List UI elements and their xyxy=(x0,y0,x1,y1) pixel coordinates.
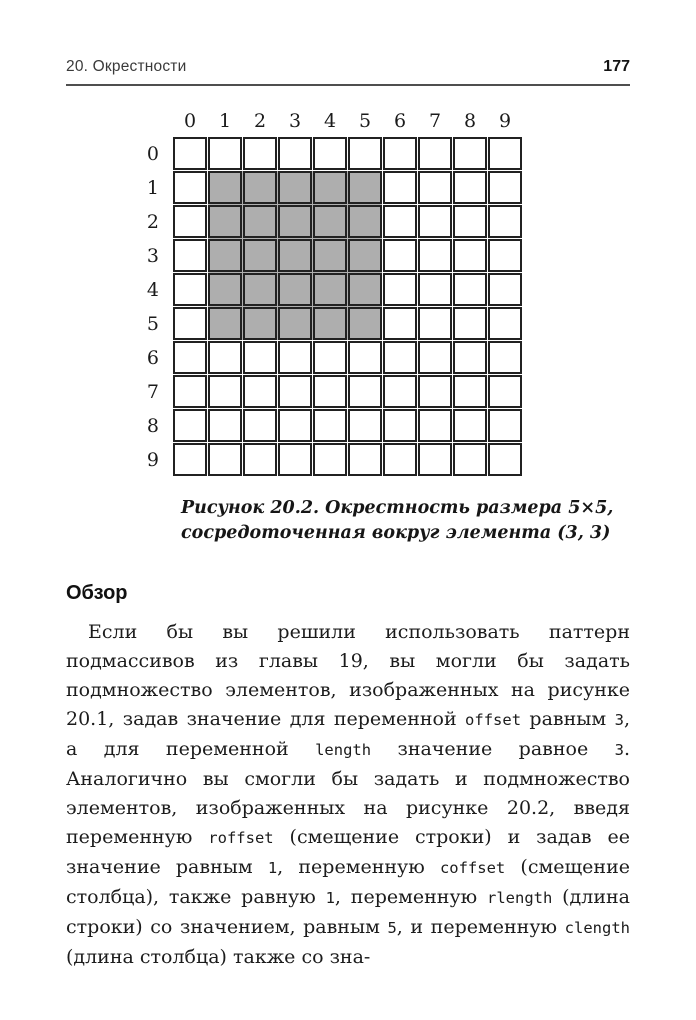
grid-cell xyxy=(243,307,277,340)
text-run: , и переменную xyxy=(396,916,565,938)
grid-cell xyxy=(173,375,207,408)
grid-cell xyxy=(453,443,487,476)
grid-cell xyxy=(243,205,277,238)
grid-body xyxy=(136,137,630,476)
grid-cell xyxy=(208,239,242,272)
grid-cell xyxy=(208,443,242,476)
grid-cell xyxy=(278,443,312,476)
inline-code: coffset xyxy=(439,859,506,877)
grid-cell xyxy=(313,239,347,272)
grid-cell xyxy=(453,137,487,170)
grid-cell xyxy=(453,307,487,340)
grid-cell xyxy=(488,341,522,374)
grid-col-label: 0 xyxy=(183,110,197,132)
inline-code: rlength xyxy=(487,889,553,907)
grid-cell xyxy=(173,409,207,442)
text-run: (длина строки) со значением, равным xyxy=(66,886,630,938)
grid-cell xyxy=(313,409,347,442)
grid-row-label: 3 xyxy=(146,244,159,267)
grid-row-label: 8 xyxy=(146,414,159,437)
inline-code: length xyxy=(315,741,372,759)
grid-cell xyxy=(383,409,417,442)
grid-cell xyxy=(488,273,522,306)
grid-cell xyxy=(383,137,417,170)
inline-code: roffset xyxy=(208,829,274,847)
text-run: , переменную xyxy=(277,856,440,878)
inline-code: 1 xyxy=(267,859,278,877)
grid-cell xyxy=(453,239,487,272)
grid-cell xyxy=(208,307,242,340)
grid-cell xyxy=(348,443,382,476)
grid-cell xyxy=(488,171,522,204)
caption-line: сосредоточенная вокруг элемента (3, 3) xyxy=(181,523,611,543)
grid-cell xyxy=(383,171,417,204)
grid-cell xyxy=(173,239,207,272)
grid-cell xyxy=(348,137,382,170)
grid-cell xyxy=(243,443,277,476)
grid-cell xyxy=(243,375,277,408)
grid-cell xyxy=(208,409,242,442)
caption-line: Рисунок 20.2. Окрестность размера 5×5, xyxy=(181,498,614,518)
chapter-title: 20. Окрестности xyxy=(66,58,187,75)
text-run: равным xyxy=(521,708,615,730)
grid-cell xyxy=(243,409,277,442)
inline-code: 1 xyxy=(325,889,335,907)
grid-cell xyxy=(348,375,382,408)
inline-code: 5 xyxy=(387,919,397,937)
inline-code: 3 xyxy=(614,741,624,759)
grid-cell xyxy=(348,307,382,340)
grid-cell xyxy=(313,443,347,476)
grid-cell xyxy=(278,239,312,272)
inline-code: clength xyxy=(564,919,630,937)
grid-cell xyxy=(488,443,522,476)
grid-col-label: 6 xyxy=(393,110,407,132)
grid-cell xyxy=(278,409,312,442)
grid-col-label: 7 xyxy=(428,110,442,132)
text-run: , а для переменной xyxy=(66,708,630,760)
text-run: Если бы вы решили использовать паттерн подмассивов из главы 19, вы могли бы задать подмножество элементов, изображенных на рисунке 20.1, задав значение для переменной xyxy=(66,621,630,730)
grid-row-label: 1 xyxy=(146,176,159,199)
grid-cell xyxy=(418,307,452,340)
grid-cell xyxy=(208,137,242,170)
grid-cell xyxy=(348,273,382,306)
inline-code: offset xyxy=(465,711,522,729)
grid-cell xyxy=(348,341,382,374)
grid-col-label: 1 xyxy=(218,110,232,132)
grid-cell xyxy=(208,375,242,408)
grid-row-label: 5 xyxy=(146,312,159,335)
grid-cell xyxy=(173,273,207,306)
grid-cell xyxy=(488,205,522,238)
grid-column-labels xyxy=(173,110,630,132)
grid-row-label: 9 xyxy=(146,448,159,471)
grid-cell xyxy=(418,443,452,476)
grid-cell xyxy=(348,239,382,272)
grid-row-label: 4 xyxy=(146,278,159,301)
grid-cell xyxy=(313,273,347,306)
grid-cell xyxy=(383,239,417,272)
grid-row-label: 2 xyxy=(146,210,159,233)
grid-cell xyxy=(418,409,452,442)
grid-cell xyxy=(278,341,312,374)
grid-cell xyxy=(278,171,312,204)
grid-cell xyxy=(278,137,312,170)
grid-cell xyxy=(453,409,487,442)
grid-cell xyxy=(453,341,487,374)
grid-cell xyxy=(243,239,277,272)
grid-cell xyxy=(418,239,452,272)
grid-cell xyxy=(313,137,347,170)
grid-cell xyxy=(173,443,207,476)
text-run: , переменную xyxy=(334,886,487,908)
grid-cell xyxy=(243,273,277,306)
grid-cell xyxy=(383,307,417,340)
grid-cell xyxy=(278,273,312,306)
grid-cell xyxy=(208,341,242,374)
text-run: . Аналогично вы смогли бы задать и подмножество элементов, изображенных на рисунке 20.2, введя переменную xyxy=(66,738,630,848)
grid-row-labels xyxy=(136,137,173,476)
grid-cell xyxy=(453,375,487,408)
grid-cell xyxy=(278,205,312,238)
grid-col-label: 9 xyxy=(498,110,512,132)
grid-cell xyxy=(243,171,277,204)
grid-cell xyxy=(383,341,417,374)
section-heading: Обзор xyxy=(66,582,128,604)
grid-cell xyxy=(453,205,487,238)
grid-cell xyxy=(208,205,242,238)
grid-cell xyxy=(313,375,347,408)
neighborhood-grid xyxy=(173,137,522,476)
grid-cell xyxy=(418,137,452,170)
text-run: (смещение столбца), также равную xyxy=(66,856,630,908)
grid-cell xyxy=(383,205,417,238)
grid-cell xyxy=(278,375,312,408)
grid-col-label: 8 xyxy=(463,110,477,132)
grid-cell xyxy=(348,171,382,204)
grid-cell xyxy=(418,205,452,238)
grid-cell xyxy=(488,375,522,408)
grid-cell xyxy=(173,205,207,238)
grid-cell xyxy=(313,341,347,374)
grid-cell xyxy=(488,307,522,340)
grid-row-label: 6 xyxy=(146,346,159,369)
inline-code: 3 xyxy=(614,711,624,729)
grid-cell xyxy=(453,273,487,306)
grid-cell xyxy=(488,137,522,170)
grid-cell xyxy=(243,341,277,374)
grid-cell xyxy=(383,273,417,306)
grid-cell xyxy=(383,443,417,476)
grid-cell xyxy=(278,307,312,340)
figure-caption xyxy=(181,496,630,546)
running-header xyxy=(66,58,630,86)
body-paragraph xyxy=(66,618,630,972)
text-run: значение равное xyxy=(371,738,615,760)
grid-cell xyxy=(173,171,207,204)
grid-cell xyxy=(173,341,207,374)
grid-col-label: 4 xyxy=(323,110,337,132)
text-run: (длина столбца) также со зна- xyxy=(66,946,371,968)
grid-row-label: 0 xyxy=(146,142,159,165)
grid-cell xyxy=(418,273,452,306)
grid-cell xyxy=(313,205,347,238)
page-number: 177 xyxy=(603,58,630,75)
grid-col-label: 2 xyxy=(253,110,267,132)
grid-cell xyxy=(313,307,347,340)
grid-cell xyxy=(313,171,347,204)
grid-cell xyxy=(418,375,452,408)
grid-cell xyxy=(173,307,207,340)
grid-cell xyxy=(383,375,417,408)
grid-col-label: 3 xyxy=(288,110,302,132)
figure-20-2 xyxy=(136,110,630,476)
grid-col-label: 5 xyxy=(358,110,372,132)
grid-cell xyxy=(243,137,277,170)
grid-cell xyxy=(173,137,207,170)
grid-cell xyxy=(418,171,452,204)
grid-row-label: 7 xyxy=(146,380,159,403)
grid-cell xyxy=(488,239,522,272)
grid-cell xyxy=(208,273,242,306)
grid-cell xyxy=(348,205,382,238)
grid-cell xyxy=(348,409,382,442)
grid-cell xyxy=(453,171,487,204)
text-run: (смещение строки) и задав ее значение равным xyxy=(66,826,630,878)
grid-cell xyxy=(418,341,452,374)
grid-cell xyxy=(208,171,242,204)
grid-cell xyxy=(488,409,522,442)
